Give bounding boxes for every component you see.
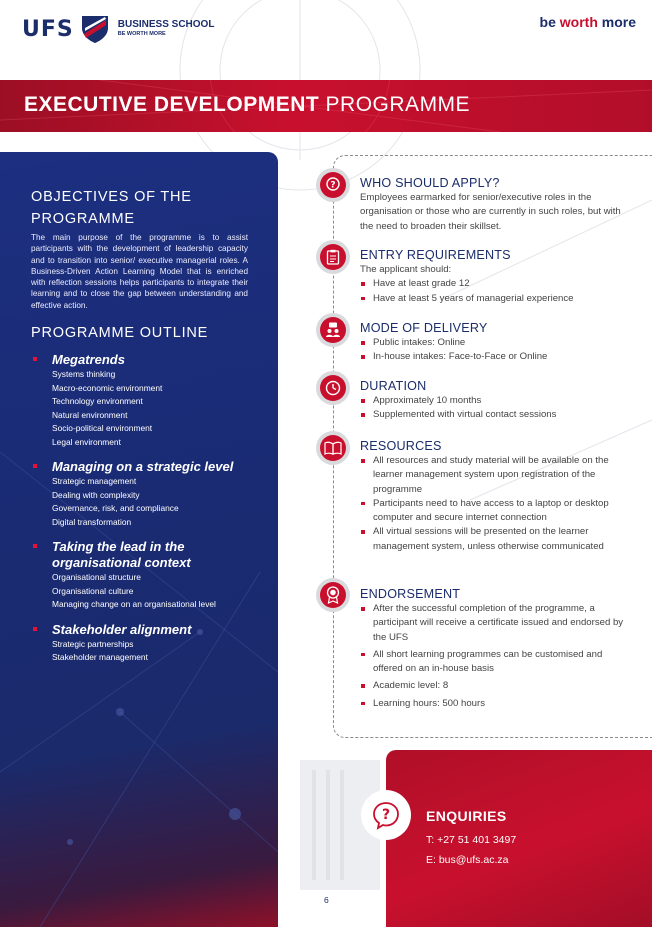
module-title: Megatrends	[52, 352, 125, 368]
module-item: Strategic management	[52, 476, 137, 487]
enquiries-phone[interactable]: T: +27 51 401 3497	[426, 834, 517, 846]
section-title: ENDORSEMENT	[360, 587, 461, 601]
outline-heading: PROGRAMME OUTLINE	[31, 325, 209, 342]
list-item: All short learning programmes can be customised and offered on an in-house basis	[360, 648, 630, 677]
svg-text:?: ?	[330, 180, 336, 191]
page-title	[24, 93, 470, 117]
award-ribbon-icon	[320, 582, 346, 608]
clipboard-icon	[320, 244, 346, 270]
list-item: In-house intakes: Face-to-Face or Online	[360, 350, 630, 364]
list-item: After the successful completion of the programme, a participant will receive a certificate issued and endorsed by the UFS	[360, 602, 630, 645]
module-title: Stakeholder alignment	[52, 621, 192, 637]
module-item: Digital transformation	[52, 516, 132, 527]
module-item: Stakeholder management	[52, 652, 148, 663]
tagline-pre: be	[539, 14, 560, 30]
objectives-heading	[31, 186, 248, 230]
module-title: Taking the lead in the organisational context	[52, 539, 191, 571]
section-title: MODE OF DELIVERY	[360, 321, 488, 335]
book-icon	[320, 435, 346, 461]
logo-school-name: BUSINESS SCHOOL	[117, 19, 215, 31]
page-number: 6	[324, 895, 329, 905]
icon-holder	[316, 313, 350, 347]
module-item: Macro-economic environment	[52, 382, 163, 393]
section-title: ENTRY REQUIREMENTS	[360, 248, 511, 262]
title-banner	[0, 80, 652, 132]
objectives-body: The main purpose of the programme is to assist participants with the development of leadership capacity and to transition into senior/ executive managerial roles. A Business-Driven Action Learning Model that is enriched with reflection sessions helps participants to integrate their learning and to close the gap between understanding and effective action.	[31, 233, 248, 310]
module-item: Strategic partnerships	[52, 638, 134, 649]
svg-text:?: ?	[381, 807, 391, 823]
question-bubble-icon	[361, 790, 411, 840]
page-title-light: PROGRAMME	[319, 93, 471, 116]
section-title: DURATION	[360, 379, 427, 393]
list-item: Supplemented with virtual contact sessions	[360, 408, 630, 422]
clock-icon	[320, 375, 346, 401]
module-item: Dealing with complexity	[52, 489, 140, 500]
list-item: Participants need to have access to a laptop or desktop computer and secure internet connection	[360, 497, 630, 526]
list-item: All resources and study material will be available on the learner management system upon registration of the programme	[360, 454, 630, 497]
section-title: RESOURCES	[360, 439, 442, 453]
module-item: Technology environment	[52, 396, 143, 407]
outline-module	[31, 459, 248, 529]
enquiries-email[interactable]: E: bus@ufs.ac.za	[426, 854, 509, 866]
list-item: Have at least grade 12	[360, 277, 630, 291]
bullet-icon	[33, 544, 37, 548]
objectives-heading-line2: PROGRAMME	[31, 211, 135, 227]
bullet-icon	[33, 627, 37, 631]
module-item: Governance, risk, and compliance	[52, 503, 179, 514]
module-item: Socio-political environment	[52, 423, 153, 434]
group-chat-icon	[320, 317, 346, 343]
section-title: WHO SHOULD APPLY?	[360, 176, 500, 190]
brand-tagline	[540, 14, 636, 30]
module-item: Managing change on an organisational level	[52, 599, 216, 610]
enquiries-title: ENQUIRIES	[426, 808, 507, 824]
outline-list	[31, 352, 248, 665]
objectives-heading-line1: OBJECTIVES OF THE	[31, 189, 192, 205]
outline-module	[31, 622, 248, 665]
icon-holder	[316, 578, 350, 612]
outline-module	[31, 352, 248, 449]
ufs-logo[interactable]	[22, 14, 214, 44]
logo-wordmark: UFS	[22, 16, 74, 42]
section-text: Employees earmarked for senior/executive roles in the organisation or those who are currently in such roles, but with the need to broaden their skillset.	[360, 192, 621, 232]
section-intro: The applicant should:	[360, 264, 452, 275]
module-item: Organisational culture	[52, 585, 134, 596]
list-item: All virtual sessions will be presented on the learner management system, unless otherwise communicated	[360, 525, 630, 554]
question-head-icon	[320, 172, 346, 198]
module-item: Natural environment	[52, 409, 128, 420]
icon-holder	[316, 371, 350, 405]
logo-school-tagline: BE WORTH MORE	[117, 31, 166, 38]
page-title-bold: EXECUTIVE DEVELOPMENT	[24, 93, 320, 116]
tagline-accent: worth	[559, 14, 598, 30]
module-item: Legal environment	[52, 436, 121, 447]
list-item: Approximately 10 months	[360, 394, 630, 408]
outline-module	[31, 539, 248, 612]
tagline-post: more	[597, 14, 636, 30]
list-item: Academic level: 8	[360, 679, 630, 693]
shield-logo-icon	[80, 14, 110, 44]
icon-holder	[316, 168, 350, 202]
icon-holder	[316, 240, 350, 274]
left-info-panel	[0, 152, 278, 927]
list-item: Have at least 5 years of managerial experience	[360, 292, 630, 306]
bullet-icon	[33, 357, 37, 361]
list-item: Public intakes: Online	[360, 336, 630, 350]
module-item: Systems thinking	[52, 369, 116, 380]
bullet-icon	[33, 464, 37, 468]
module-item: Organisational structure	[52, 572, 141, 583]
list-item: Learning hours: 500 hours	[360, 697, 630, 711]
module-title: Managing on a strategic level	[52, 459, 234, 475]
icon-holder	[316, 431, 350, 465]
